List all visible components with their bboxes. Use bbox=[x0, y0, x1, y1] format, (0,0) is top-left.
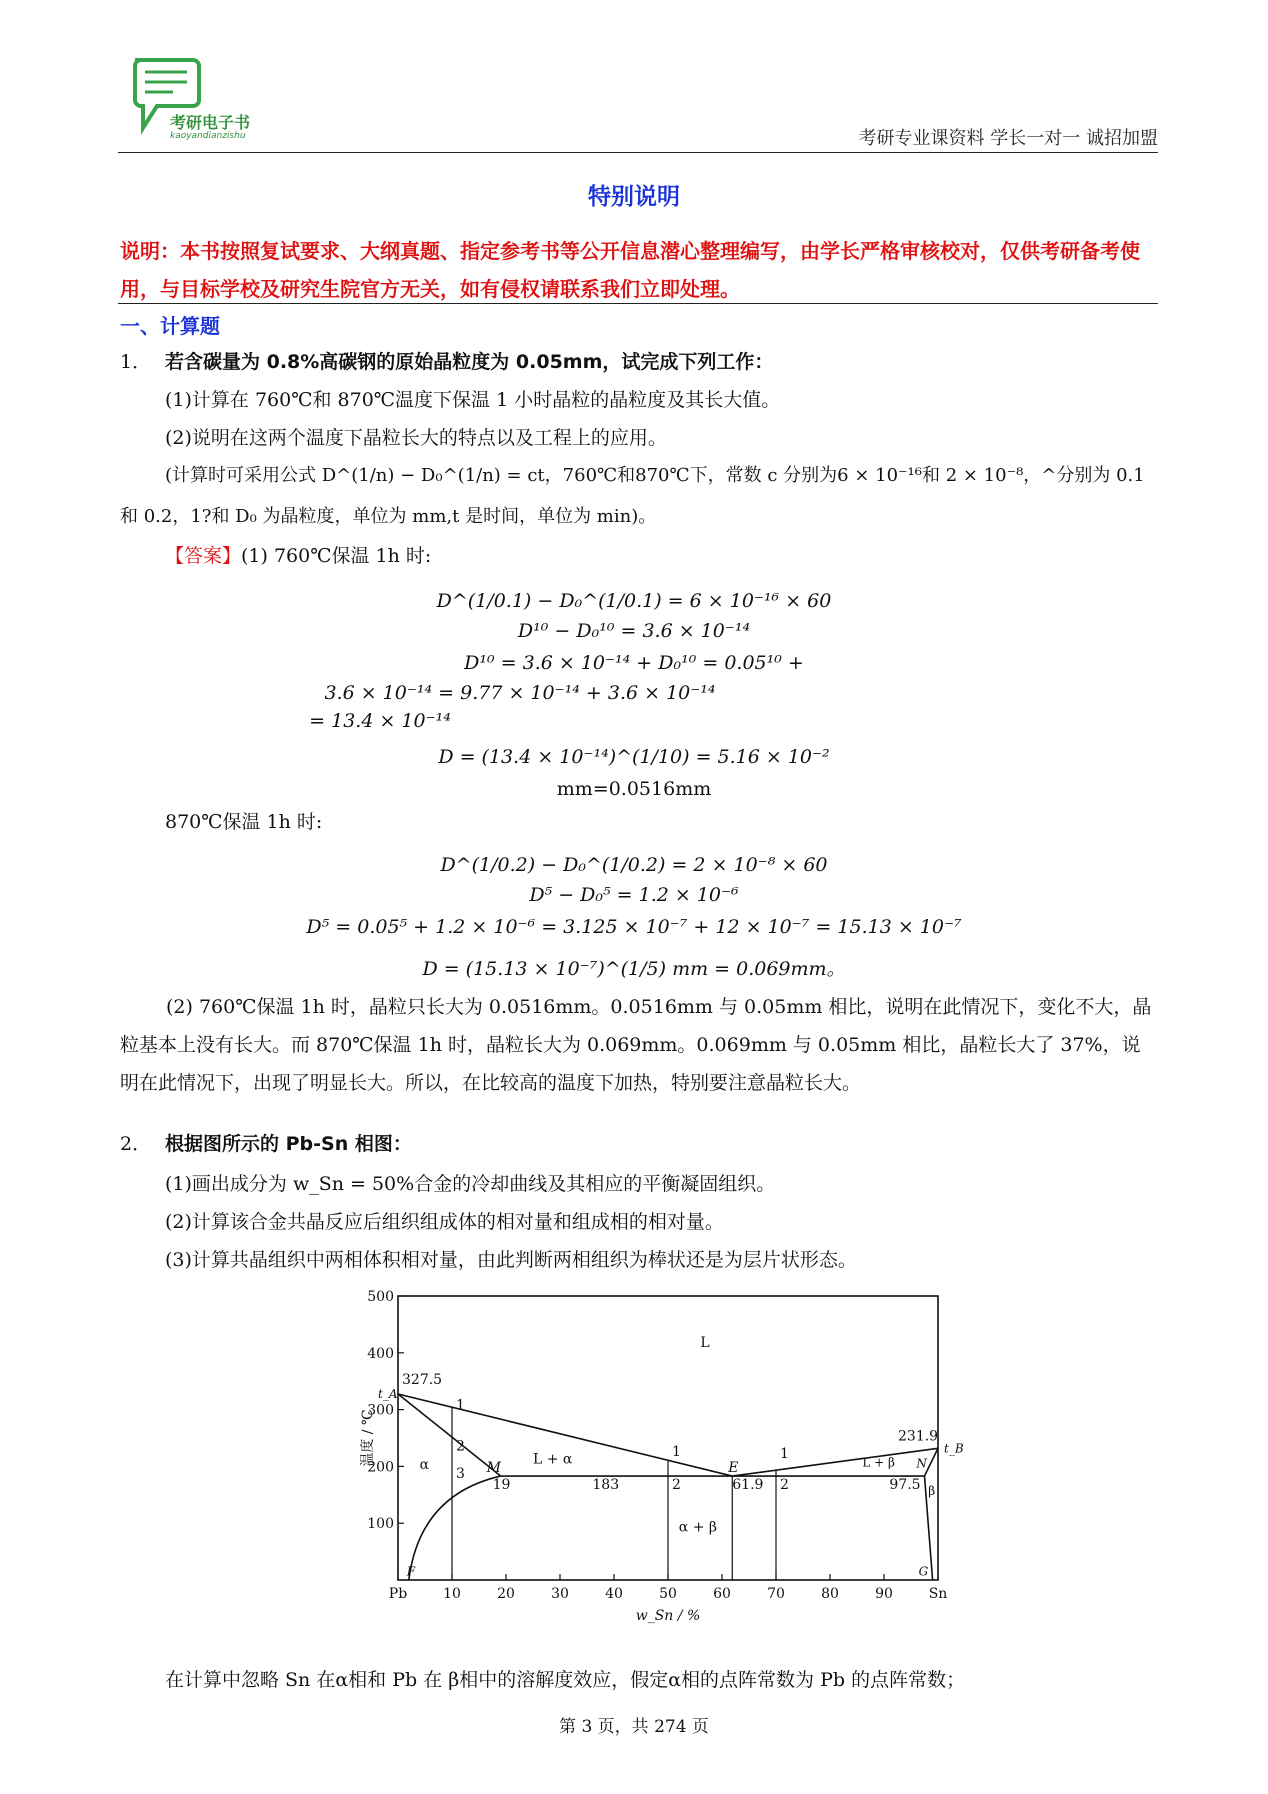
equation: D⁵ − D₀⁵ = 1.2 × 10⁻⁶ bbox=[529, 884, 739, 906]
x-tick-label: 10 bbox=[443, 1586, 461, 1602]
q1-hint-line1: (计算时可采用公式 D^(1/n) − D₀^(1/n) = ct，760℃和870℃下，常数 c 分别为6 × 10⁻¹⁶和 2 × 10⁻⁸，^分别为 0.1 bbox=[165, 465, 1145, 486]
y-tick-label: 300 bbox=[367, 1402, 394, 1419]
q2-part-a: (1)画出成分为 w_Sn = 50%合金的冷却曲线及其相应的平衡凝固组织。 bbox=[165, 1173, 776, 1195]
equation: D⁵ = 0.05⁵ + 1.2 × 10⁻⁶ = 3.125 × 10⁻⁷ + 12 × 10⁻⁷ = 15.13 × 10⁻⁷ bbox=[306, 916, 962, 938]
y-tick-label: 100 bbox=[367, 1516, 394, 1533]
x-tick-label: Pb bbox=[388, 1586, 408, 1602]
liquidus-right-curve bbox=[732, 1445, 938, 1476]
x-tick-label: 40 bbox=[605, 1586, 623, 1602]
step-label: 2 bbox=[780, 1477, 789, 1494]
x-tick-label: Sn bbox=[928, 1586, 948, 1602]
q1-number: 1． bbox=[120, 351, 152, 373]
point-label: F bbox=[406, 1564, 416, 1579]
point-label: E bbox=[728, 1460, 739, 1477]
x-tick-label: 20 bbox=[497, 1586, 515, 1602]
step-label: 3 bbox=[456, 1465, 465, 1482]
point-label: M bbox=[486, 1460, 501, 1477]
equation: D¹⁰ − D₀¹⁰ = 3.6 × 10⁻¹⁴ bbox=[517, 620, 751, 642]
answer-part1-heading: (1) 760℃保温 1h 时: bbox=[241, 545, 432, 567]
step-label: 2 bbox=[456, 1438, 465, 1455]
point-label: t_B bbox=[944, 1441, 964, 1456]
step-label: 1 bbox=[672, 1444, 681, 1461]
equation: D = (13.4 × 10⁻¹⁴)^(1/10) = 5.16 × 10⁻² bbox=[438, 746, 830, 768]
equation: = 13.4 × 10⁻¹⁴ bbox=[309, 710, 451, 732]
q2-part-b: (2)计算该合金共晶反应后组织组成体的相对量和组成相的相对量。 bbox=[165, 1211, 724, 1233]
step-label: 2 bbox=[672, 1477, 681, 1494]
equation: mm=0.0516mm bbox=[556, 778, 712, 800]
x-tick-label: 30 bbox=[551, 1586, 569, 1602]
y-tick-label: 400 bbox=[367, 1345, 394, 1362]
answer-part2: (2) 760℃保温 1h 时，晶粒只长大为 0.0516mm。0.0516mm 与 0.05mm 相比，说明在此情况下，变化不大，晶粒基本上没有长大。而 870℃保温 1h 时，晶粒长大为 0.069mm。0.069mm 与 0.05mm 相比，晶粒长大了 37%，说明在此情况下，出现了明显长大。所以，在比较高的温度下加热，特别要注意晶粒长大。 bbox=[120, 996, 1152, 1094]
pb-sn-phase-diagram bbox=[360, 1288, 980, 1658]
x-tick-label: 60 bbox=[713, 1586, 731, 1602]
answer-tag: 【答案】 bbox=[165, 545, 242, 567]
q2-stem: 根据图所示的 Pb-Sn 相图： bbox=[165, 1133, 412, 1155]
region-label: β bbox=[928, 1483, 936, 1498]
point-label: t_A bbox=[378, 1386, 398, 1401]
step-label: 1 bbox=[456, 1397, 465, 1414]
equation: D^(1/0.1) − D₀^(1/0.1) = 6 × 10⁻¹⁶ × 60 bbox=[436, 590, 832, 612]
point-label: N bbox=[916, 1456, 927, 1471]
equation: 3.6 × 10⁻¹⁴ = 9.77 × 10⁻¹⁴ + 3.6 × 10⁻¹⁴ bbox=[324, 682, 716, 704]
value-label: 231.9 bbox=[898, 1428, 939, 1445]
value-label: 327.5 bbox=[402, 1371, 443, 1388]
notice-text: 说明：本书按照复试要求、大纲真题、指定参考书等公开信息潜心整理编写，由学长严格审核校对，仅供考研备考使用，与目标学校及研究生院官方无关，如有侵权请联系我们立即处理。 bbox=[120, 239, 1140, 301]
answer-870-heading: 870℃保温 1h 时: bbox=[165, 811, 323, 833]
x-tick-label: 70 bbox=[767, 1586, 785, 1602]
header-rule bbox=[118, 152, 1158, 153]
region-label: L bbox=[700, 1335, 710, 1352]
q1-hint-line2: 和 0.2，1?和 D₀ 为晶粒度，单位为 mm,t 是时间，单位为 min)。 bbox=[120, 506, 657, 527]
value-label: 97.5 bbox=[889, 1477, 921, 1494]
region-label: L + α bbox=[533, 1451, 573, 1468]
step-label: 1 bbox=[780, 1445, 789, 1462]
q2-tail-text: 在计算中忽略 Sn 在α相和 Pb 在 β相中的溶解度效应，假定α相的点阵常数为 Pb 的点阵常数； bbox=[165, 1669, 966, 1691]
y-tick-label: 500 bbox=[367, 1289, 394, 1305]
x-tick-label: 50 bbox=[659, 1586, 677, 1602]
page-title: 特别说明 bbox=[588, 184, 680, 210]
region-label: α + β bbox=[678, 1519, 717, 1536]
q1-part-a: (1)计算在 760℃和 870℃温度下保温 1 小时晶粒的晶粒度及其长大值。 bbox=[165, 389, 781, 411]
equation: D¹⁰ = 3.6 × 10⁻¹⁴ + D₀¹⁰ = 0.05¹⁰ + bbox=[464, 652, 804, 674]
region-label: α bbox=[419, 1457, 430, 1474]
q1-part-b: (2)说明在这两个温度下晶粒长大的特点以及工程上的应用。 bbox=[165, 427, 667, 449]
equation: D = (15.13 × 10⁻⁷)^(1/5) mm = 0.069mm。 bbox=[422, 958, 846, 980]
x-axis-label: w_Sn / % bbox=[635, 1608, 701, 1624]
value-label: 183 bbox=[592, 1477, 620, 1494]
solvus-left-curve bbox=[409, 1476, 501, 1580]
logo-text: 考研电子书 bbox=[170, 113, 251, 132]
page-footer: 第 3 页，共 274 页 bbox=[559, 1717, 709, 1737]
q2-part-c: (3)计算共晶组织中两相体积相对量，由此判断两相组织为棒状还是为层片状形态。 bbox=[165, 1249, 857, 1271]
x-tick-label: 90 bbox=[875, 1586, 893, 1602]
q2-number: 2． bbox=[120, 1133, 152, 1155]
section-heading: 一、计算题 bbox=[120, 314, 220, 338]
y-axis-label: 温度 / ℃ bbox=[360, 1409, 376, 1467]
point-label: G bbox=[918, 1564, 929, 1579]
equation: D^(1/0.2) − D₀^(1/0.2) = 2 × 10⁻⁸ × 60 bbox=[440, 854, 828, 876]
value-label: 61.9 bbox=[732, 1477, 764, 1494]
logo-subtitle: kaoyandianzishu bbox=[170, 131, 246, 141]
header-slogan: 考研专业课资料 学长一对一 诚招加盟 bbox=[858, 128, 1158, 149]
q1-stem: 若含碳量为 0.8%高碳钢的原始晶粒度为 0.05mm，试完成下列工作： bbox=[165, 351, 774, 373]
region-label: L + β bbox=[862, 1455, 895, 1470]
x-tick-label: 80 bbox=[821, 1586, 839, 1602]
notice-rule bbox=[118, 303, 1158, 304]
value-label: 19 bbox=[492, 1477, 511, 1494]
y-tick-label: 200 bbox=[367, 1459, 394, 1476]
